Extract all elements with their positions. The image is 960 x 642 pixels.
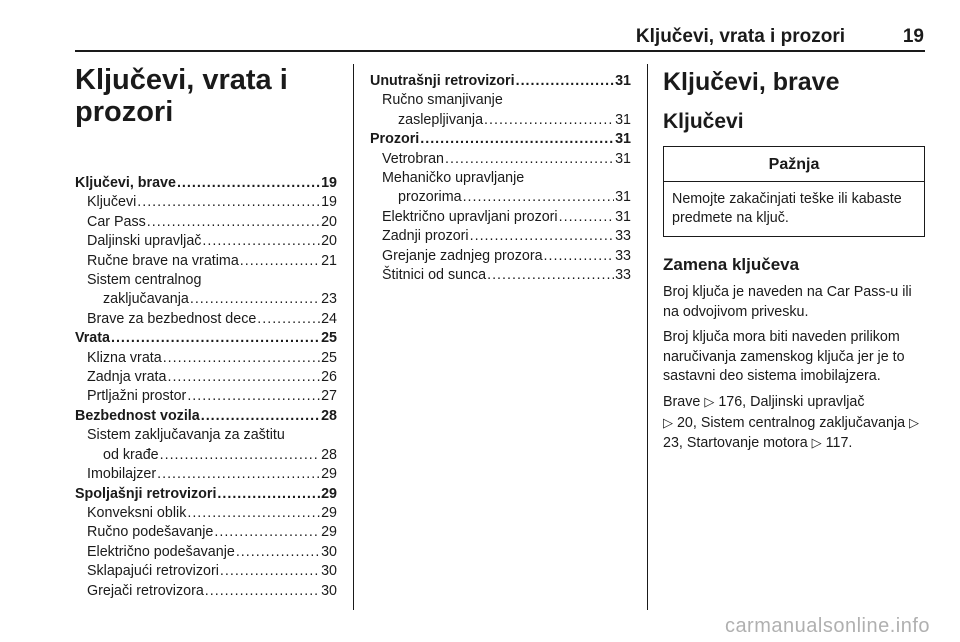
toc-entry-label: Klizna vrata	[87, 349, 162, 366]
toc-entry-label: Ključevi	[87, 194, 137, 211]
section-heading: Ključevi, brave	[663, 68, 840, 96]
toc-leader-dots	[484, 111, 614, 130]
toc-entry-page: 33	[615, 267, 631, 284]
toc-entry-label: Grejanje zadnjeg prozora	[382, 247, 543, 264]
toc-entry-label: Prozori	[370, 131, 420, 148]
toc-entry[interactable]	[75, 310, 337, 329]
column-divider-1	[353, 64, 354, 610]
toc-entry-label: Grejači retrovizora	[87, 582, 204, 599]
toc-entry[interactable]	[370, 72, 631, 91]
toc-entry[interactable]	[370, 266, 631, 285]
toc-entry-page: 29	[321, 485, 337, 502]
toc-entry[interactable]	[75, 504, 337, 523]
header-rule	[75, 50, 925, 52]
toc-entry-label: zaslepljivanja	[398, 111, 484, 128]
toc-entry-page: 23	[321, 291, 337, 308]
toc-entry-page: 20	[321, 213, 337, 230]
toc-entry-label: od krađe	[103, 446, 159, 463]
toc-leader-dots	[257, 310, 320, 329]
toc-entry[interactable]	[370, 247, 631, 266]
paragraph-3: Brave ▷ 176, Daljinski upravljač ▷ 20, Sistem centralnog zaključavanja ▷ 23, Startovanje motora ▷ 117.	[663, 394, 920, 452]
toc-entry-label: Bezbednost vozila	[75, 407, 200, 424]
toc-entry-page: 25	[321, 349, 337, 366]
page-ref-link[interactable]: 20	[676, 414, 693, 431]
toc-entry[interactable]	[75, 290, 337, 309]
toc-leader-dots	[163, 349, 320, 368]
chapter-title: Ključevi, vrata i prozori	[75, 64, 288, 128]
toc-entry-label: Električno podešavanje	[87, 543, 235, 560]
toc-entry[interactable]	[75, 523, 337, 542]
toc-entry-page: 29	[321, 524, 337, 541]
toc-leader-dots	[187, 504, 320, 523]
toc-entry-page: 31	[615, 73, 631, 89]
paragraph-2: Broj ključa mora biti naveden prilikom naručivanja zamenskog ključa jer je to sastavni deo sistema imobilajzera.	[663, 329, 905, 385]
toc-leader-dots	[190, 290, 320, 309]
topic-heading: Zamena ključeva	[663, 255, 800, 275]
toc-leader-dots	[157, 465, 320, 484]
toc-leader-dots	[463, 188, 615, 207]
toc-leader-dots	[137, 193, 320, 212]
page-ref-link[interactable]: 176	[718, 394, 743, 411]
toc-entry[interactable]	[75, 329, 337, 348]
toc-entry[interactable]	[75, 407, 337, 426]
toc-leader-dots	[111, 329, 320, 348]
toc-entry-page: 29	[321, 504, 337, 521]
toc-leader-dots	[202, 232, 320, 251]
toc-leader-dots	[201, 407, 320, 426]
toc-entry[interactable]	[75, 193, 337, 212]
toc-entry-label: Vetrobran	[382, 150, 444, 167]
toc-entry-page: 30	[321, 543, 337, 560]
toc-entry-page: 24	[321, 310, 337, 327]
toc-entry-label: Spoljašnji retrovizori	[75, 485, 217, 502]
toc-entry-label: Prtljažni prostor	[87, 388, 187, 405]
toc-entry-label: Car Pass	[87, 213, 146, 230]
toc-entry-page: 30	[321, 582, 337, 599]
toc-entry[interactable]	[370, 130, 631, 149]
toc-entry[interactable]	[75, 465, 337, 484]
toc-leader-dots	[445, 150, 614, 169]
toc-entry-page: 21	[321, 252, 337, 269]
toc-entry-label: Konveksni oblik	[87, 504, 187, 521]
toc-entry[interactable]: Sistem zaključavanja za zaštitu	[87, 427, 285, 444]
toc-entry-page: 26	[321, 369, 337, 386]
toc-entry-page: 31	[615, 111, 631, 128]
toc-entry[interactable]: Sistem centralnog	[87, 272, 202, 289]
toc-entry-label: Ključevi, brave	[75, 175, 176, 191]
toc-entry[interactable]	[75, 368, 337, 387]
toc-entry-page: 20	[321, 233, 337, 250]
toc-entry[interactable]: Ručno smanjivanje	[382, 92, 503, 109]
toc-entry[interactable]	[370, 150, 631, 169]
toc-entry-page: 31	[615, 189, 631, 206]
toc-entry[interactable]: Mehaničko upravljanje	[382, 170, 525, 187]
toc-entry-page: 25	[321, 330, 337, 347]
caution-text: Nemojte zakačinjati teške ili kabaste predmete na ključ.	[672, 191, 902, 227]
toc-entry-label: Vrata	[75, 330, 110, 347]
caution-box	[663, 146, 925, 237]
toc-leader-dots	[147, 213, 320, 232]
toc-leader-dots	[240, 252, 320, 271]
toc-leader-dots	[420, 130, 614, 149]
watermark: carmanualsonline.info	[724, 615, 930, 637]
toc-entry[interactable]	[370, 208, 631, 227]
toc-entry-label: zaključavanja	[103, 291, 189, 308]
toc-entry-label: Zadnja vrata	[87, 369, 167, 386]
toc-leader-dots	[167, 368, 320, 387]
toc-entry[interactable]	[75, 485, 337, 504]
toc-column-2	[370, 72, 631, 285]
toc-entry-page: 31	[615, 208, 631, 225]
toc-leader-dots	[217, 485, 320, 504]
toc-leader-dots	[214, 523, 320, 542]
page-ref-link[interactable]: 117	[825, 435, 849, 452]
toc-entry[interactable]	[370, 227, 631, 246]
toc-entry[interactable]	[370, 188, 631, 207]
toc-entry[interactable]	[75, 213, 337, 232]
toc-entry-label: prozorima	[398, 189, 462, 206]
page-ref-arrow-icon: ▷	[909, 414, 920, 430]
toc-entry-page: 19	[321, 175, 337, 191]
column-divider-2	[647, 64, 648, 610]
toc-entry[interactable]	[75, 446, 337, 465]
running-header-title: Ključevi, vrata i prozori	[635, 26, 845, 47]
toc-entry[interactable]	[75, 232, 337, 251]
toc-entry-label: Ručno podešavanje	[87, 524, 214, 541]
page-number: 19	[902, 26, 924, 47]
toc-entry[interactable]	[75, 387, 337, 406]
toc-entry-label: Sklapajući retrovizori	[87, 563, 219, 580]
page-ref-arrow-icon: ▷	[704, 394, 715, 410]
toc-entry-label: Imobilajzer	[87, 466, 157, 483]
toc-entry-label: Unutrašnji retrovizori	[370, 73, 515, 89]
toc-list-2	[370, 72, 631, 285]
paragraph-1: Broj ključa je naveden na Car Pass-u ili na odvojivom privesku.	[663, 284, 912, 320]
toc-entry[interactable]	[75, 582, 337, 601]
toc-entry-page: 33	[615, 228, 631, 245]
toc-entry[interactable]	[370, 111, 631, 130]
toc-list-1	[75, 174, 337, 601]
subsection-heading: Ključevi	[663, 110, 744, 133]
caution-heading: Pažnja	[664, 147, 924, 182]
toc-leader-dots	[205, 582, 320, 601]
toc-entry-page: 31	[615, 131, 631, 148]
page-ref-arrow-icon: ▷	[811, 435, 822, 451]
toc-leader-dots	[220, 562, 320, 581]
content-column	[663, 58, 925, 460]
toc-entry-page: 27	[321, 388, 337, 405]
toc-entry-page: 30	[321, 563, 337, 580]
page-ref-link[interactable]: 23	[663, 435, 679, 452]
toc-leader-dots	[516, 72, 615, 91]
toc-entry[interactable]	[75, 562, 337, 581]
toc-entry-label: Štitnici od sunca	[382, 267, 487, 284]
toc-entry-label: Zadnji prozori	[382, 228, 469, 245]
toc-entry-page: 28	[321, 407, 337, 424]
toc-entry[interactable]	[75, 349, 337, 368]
toc-leader-dots	[544, 247, 615, 266]
toc-entry-page: 28	[321, 446, 337, 463]
toc-entry-label: Daljinski upravljač	[87, 233, 202, 250]
toc-leader-dots	[470, 227, 614, 246]
toc-entry-page: 33	[615, 247, 631, 264]
toc-entry[interactable]	[75, 543, 337, 562]
toc-entry-page: 31	[615, 150, 631, 167]
toc-leader-dots	[177, 174, 320, 193]
toc-column-1	[75, 58, 337, 601]
toc-leader-dots	[559, 208, 614, 227]
toc-leader-dots	[236, 543, 320, 562]
toc-entry-label: Električno upravljani prozori	[382, 208, 558, 225]
toc-leader-dots	[160, 446, 320, 465]
toc-entry-label: Brave za bezbednost dece	[87, 310, 257, 327]
toc-entry-label: Ručne brave na vratima	[87, 252, 239, 269]
toc-entry[interactable]	[75, 174, 337, 193]
toc-leader-dots	[187, 387, 320, 406]
page-ref-arrow-icon: ▷	[663, 414, 673, 430]
toc-leader-dots	[487, 266, 614, 285]
toc-entry-page: 29	[321, 466, 337, 483]
toc-entry-page: 19	[321, 194, 337, 211]
toc-entry[interactable]	[75, 252, 337, 271]
